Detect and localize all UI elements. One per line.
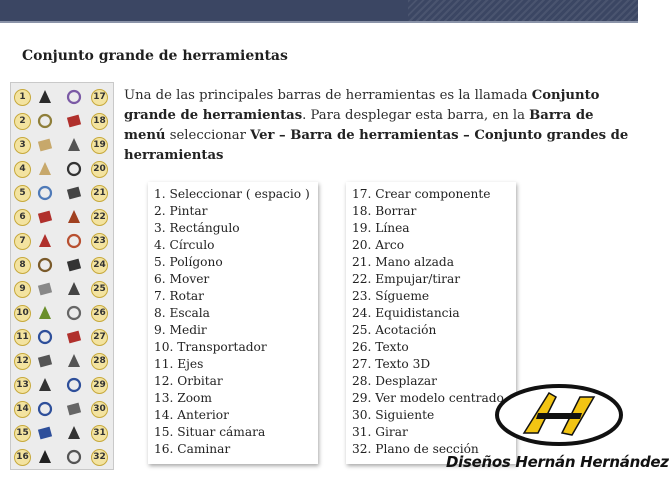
- tool-number-badge: 17: [91, 89, 108, 106]
- tool-icon: [65, 208, 83, 226]
- toolbar-row: [11, 230, 113, 254]
- tool-list-item: 8. Escala: [154, 306, 210, 320]
- tool-list-item: 26. Texto: [352, 340, 409, 354]
- tool-number-badge: 15: [14, 425, 31, 442]
- tool-list-left: [148, 182, 318, 464]
- tool-icon: [65, 376, 83, 394]
- tool-icon: [65, 280, 83, 298]
- tool-icon: [36, 112, 54, 130]
- tool-icon: [36, 256, 54, 274]
- tool-list-item: 10. Transportador: [154, 340, 267, 354]
- tool-number-badge: 29: [91, 377, 108, 394]
- tool-icon: [36, 184, 54, 202]
- tool-icon: [65, 304, 83, 322]
- tool-number-badge: 20: [91, 161, 108, 178]
- tool-number-badge: 3: [14, 137, 31, 154]
- tool-icon: [36, 400, 54, 418]
- intro-text-2: . Para desplegar esta barra, en la: [302, 108, 530, 123]
- intro-bold-3: Ver – Barra de herramientas – Conjunto grandes de herramientas: [124, 128, 629, 163]
- toolbar-row: [11, 254, 113, 278]
- tool-number-badge: 32: [91, 449, 108, 466]
- toolbar-row: [11, 278, 113, 302]
- tool-list-item: 2. Pintar: [154, 204, 208, 218]
- tool-number-badge: 27: [91, 329, 108, 346]
- intro-text-1: Una de las principales barras de herramientas es la llamada: [124, 88, 532, 103]
- tool-number-badge: 2: [14, 113, 31, 130]
- logo-h-bar: [536, 413, 582, 419]
- tool-list-item: 15. Situar cámara: [154, 425, 266, 439]
- tool-icon: [65, 232, 83, 250]
- toolbar-row: [11, 326, 113, 350]
- tool-list-item: 27. Texto 3D: [352, 357, 431, 371]
- tool-list-item: 11. Ejes: [154, 357, 204, 371]
- tool-list-item: 31. Girar: [352, 425, 408, 439]
- toolbar-row: [11, 206, 113, 230]
- tool-icon: [36, 376, 54, 394]
- tool-number-badge: 24: [91, 257, 108, 274]
- tool-list-item: 29. Ver modelo centrado: [352, 391, 504, 405]
- tool-icon: [65, 136, 83, 154]
- toolbar-row: [11, 134, 113, 158]
- tool-icon: [65, 112, 83, 130]
- toolbar-row: [11, 422, 113, 446]
- tool-icon: [65, 256, 83, 274]
- logo: [494, 383, 624, 447]
- tool-icon: [36, 352, 54, 370]
- toolbar-row: [11, 86, 113, 110]
- tool-icon: [36, 304, 54, 322]
- tool-number-badge: 9: [14, 281, 31, 298]
- tool-number-badge: 11: [14, 329, 31, 346]
- tool-list-item: 6. Mover: [154, 272, 210, 286]
- tool-list-item: 28. Desplazar: [352, 374, 437, 388]
- toolbar-row: [11, 398, 113, 422]
- tool-number-badge: 4: [14, 161, 31, 178]
- top-bar-stripe: [408, 0, 638, 21]
- tool-number-badge: 19: [91, 137, 108, 154]
- tool-number-badge: 28: [91, 353, 108, 370]
- tool-icon: [65, 400, 83, 418]
- tool-number-badge: 18: [91, 113, 108, 130]
- toolbar-row: [11, 446, 113, 470]
- tool-icon: [65, 352, 83, 370]
- intro-bold-1: Conjunto grande de herramientas: [124, 88, 600, 123]
- tool-number-badge: 7: [14, 233, 31, 250]
- tool-list-item: 18. Borrar: [352, 204, 417, 218]
- toolbar-row: [11, 302, 113, 326]
- tool-list-item: 5. Polígono: [154, 255, 223, 269]
- tool-icon: [36, 88, 54, 106]
- tool-list-right: [346, 182, 516, 464]
- tool-icon: [65, 448, 83, 466]
- tool-number-badge: 31: [91, 425, 108, 442]
- intro-paragraph: [124, 86, 629, 166]
- tool-number-badge: 8: [14, 257, 31, 274]
- top-bar: [0, 0, 638, 21]
- toolbar-row: [11, 158, 113, 182]
- slide-title: Conjunto grande de herramientas: [22, 48, 288, 64]
- tool-number-badge: 5: [14, 185, 31, 202]
- tool-list-item: 13. Zoom: [154, 391, 212, 405]
- tool-icon: [65, 328, 83, 346]
- tool-list-item: 3. Rectángulo: [154, 221, 240, 235]
- tool-number-badge: 25: [91, 281, 108, 298]
- tool-list-item: 20. Arco: [352, 238, 405, 252]
- tool-list-item: 1. Seleccionar ( espacio ): [154, 187, 310, 201]
- tool-icon: [36, 328, 54, 346]
- tool-icon: [65, 424, 83, 442]
- tool-number-badge: 10: [14, 305, 31, 322]
- tool-number-badge: 1: [14, 89, 31, 106]
- tool-icon: [36, 232, 54, 250]
- tool-list-item: 14. Anterior: [154, 408, 229, 422]
- tool-number-badge: 12: [14, 353, 31, 370]
- toolbar-row: [11, 110, 113, 134]
- tool-icon: [36, 448, 54, 466]
- tool-list-item: 16. Caminar: [154, 442, 231, 456]
- tool-list-item: 23. Sígueme: [352, 289, 430, 303]
- logo-caption: Diseños Hernán Hernández: [446, 453, 669, 471]
- tool-icon: [65, 184, 83, 202]
- tool-icon: [36, 208, 54, 226]
- tool-icon: [36, 160, 54, 178]
- tool-icon: [36, 424, 54, 442]
- intro-bold-2: Barra de menú: [124, 108, 594, 143]
- tool-number-badge: 13: [14, 377, 31, 394]
- tool-list-item: 21. Mano alzada: [352, 255, 454, 269]
- tool-number-badge: 23: [91, 233, 108, 250]
- tool-list-item: 9. Medir: [154, 323, 207, 337]
- tool-number-badge: 22: [91, 209, 108, 226]
- top-bar-accent: [0, 21, 638, 23]
- intro-text-3: seleccionar: [165, 128, 251, 143]
- tool-number-badge: 21: [91, 185, 108, 202]
- tool-icon: [36, 136, 54, 154]
- tool-number-badge: 26: [91, 305, 108, 322]
- toolbar-row: [11, 350, 113, 374]
- tool-number-badge: 16: [14, 449, 31, 466]
- tool-list-item: 25. Acotación: [352, 323, 437, 337]
- toolbar-row: [11, 182, 113, 206]
- tool-number-badge: 6: [14, 209, 31, 226]
- tool-icon: [36, 280, 54, 298]
- tool-list-item: 7. Rotar: [154, 289, 205, 303]
- tool-number-badge: 30: [91, 401, 108, 418]
- tool-list-item: 24. Equidistancia: [352, 306, 460, 320]
- tool-list-item: 19. Línea: [352, 221, 410, 235]
- large-toolset-image: [10, 82, 114, 470]
- tool-number-badge: 14: [14, 401, 31, 418]
- tool-list-item: 4. Círculo: [154, 238, 215, 252]
- tool-list-item: 17. Crear componente: [352, 187, 491, 201]
- tool-list-item: 30. Siguiente: [352, 408, 435, 422]
- tool-list-item: 32. Plano de sección: [352, 442, 479, 456]
- tool-list-item: 12. Orbitar: [154, 374, 223, 388]
- tool-icon: [65, 160, 83, 178]
- tool-list-item: 22. Empujar/tirar: [352, 272, 461, 286]
- toolbar-row: [11, 374, 113, 398]
- tool-icon: [65, 88, 83, 106]
